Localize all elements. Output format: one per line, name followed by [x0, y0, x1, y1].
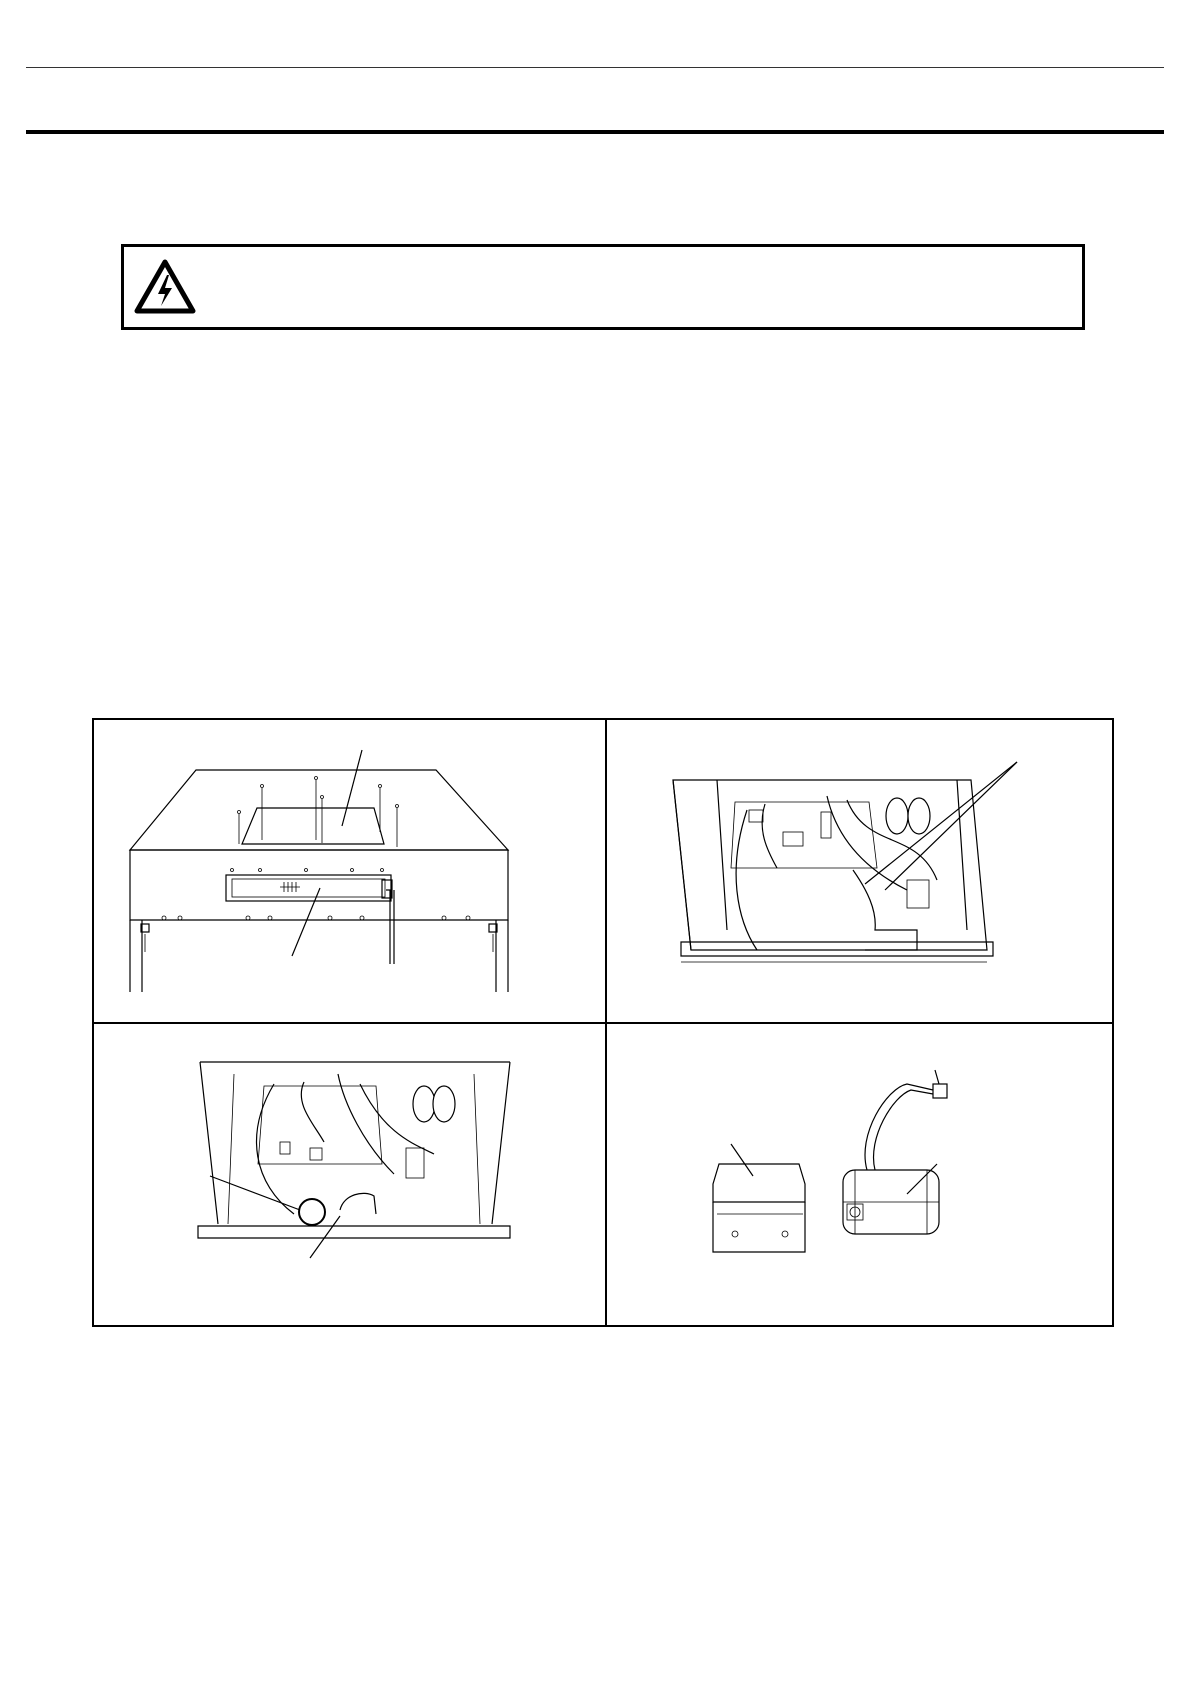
battery-location-illustration [94, 1024, 605, 1327]
high-voltage-warning-icon [134, 259, 196, 315]
figure-open-chassis-wiring [607, 720, 1114, 1022]
figure-remove-top-cover [94, 720, 605, 1022]
header-rule-thick [26, 130, 1164, 134]
header-rule-thin [26, 67, 1164, 68]
figure-battery-and-bracket [607, 1024, 1114, 1327]
figure-grid [92, 718, 1114, 1327]
top-cover-illustration [94, 720, 605, 1022]
figure-battery-location [94, 1024, 605, 1327]
warning-box [121, 244, 1085, 330]
chassis-wiring-illustration [607, 720, 1114, 1022]
battery-bracket-illustration [607, 1024, 1114, 1327]
